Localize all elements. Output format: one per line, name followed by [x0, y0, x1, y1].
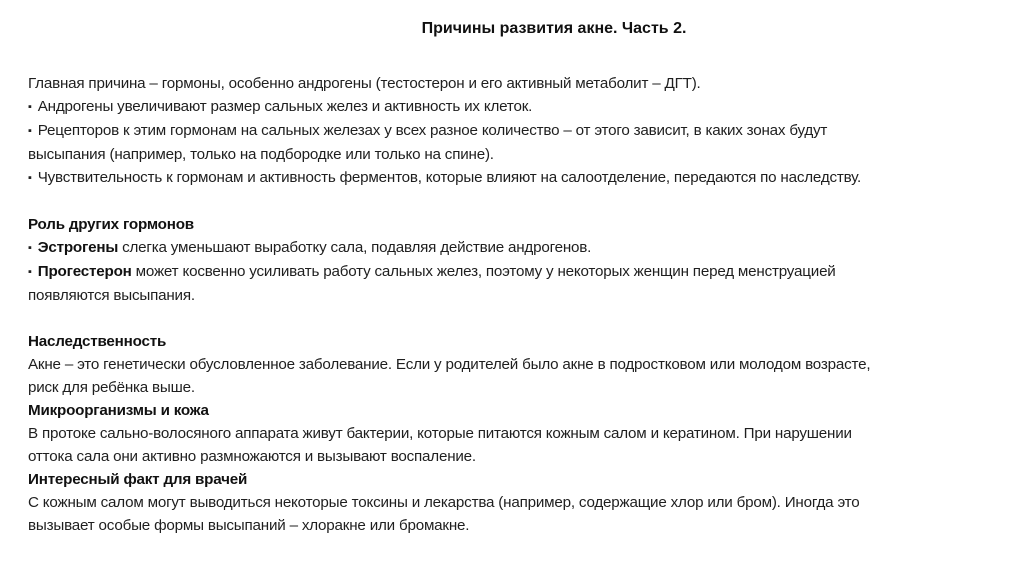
term-estrogens: Эстрогены [37, 239, 119, 256]
bullet-square-icon: ▪ [28, 266, 32, 278]
paragraph-line: С кожным салом могут выводиться некоторые токсины и лекарства (например, содержащие хлор или бром). Иногда это [28, 494, 860, 511]
page-title: Причины развития акне. Часть 2. [421, 20, 687, 37]
list-item: ▪ Прогестерон может косвенно усиливать работу сальных желез, поэтому у некоторых женщин перед менструацией [28, 263, 836, 280]
bullet-square-icon: ▪ [28, 101, 32, 113]
section-heading-heredity: Наследственность [28, 333, 167, 350]
paragraph-line: В протоке сально-волосяного аппарата живут бактерии, которые питаются кожным салом и кератином. При нарушении [28, 425, 852, 442]
bullet-square-icon: ▪ [28, 125, 32, 137]
spacer [28, 190, 1018, 213]
term-progesterone: Прогестерон [37, 263, 132, 280]
section-heading-other-hormones: Роль других гормонов [28, 216, 194, 233]
list-item: ▪ Эстрогены слегка уменьшают выработку сала, подавляя действие андрогенов. [28, 239, 592, 256]
paragraph-line: Акне – это генетически обусловленное заболевание. Если у родителей было акне в подростковом или молодом возрасте, [28, 356, 871, 373]
list-item: ▪ Рецепторов к этим гормонам на сальных железах у всех разное количество – от этого зависит, в каких зонах будут [28, 122, 828, 139]
list-item-continuation: появляются высыпания. [28, 287, 195, 304]
paragraph-line: оттока сала они активно размножаются и вызывают воспаление. [28, 448, 476, 465]
slide-content [28, 72, 1018, 537]
list-item: ▪ Чувствительность к гормонам и активность ферментов, которые влияют на салоотделение, передаются по наследству. [28, 169, 862, 186]
list-item: ▪ Андрогены увеличивают размер сальных желез и активность их клеток. [28, 98, 533, 115]
hormones-intro: Главная причина – гормоны, особенно андрогены (тестостерон и его активный метаболит – ДГТ). [28, 75, 701, 92]
bullet-square-icon: ▪ [28, 172, 32, 184]
section-heading-interesting-fact: Интересный факт для врачей [28, 471, 248, 488]
list-item-continuation: высыпания (например, только на подбородке или только на спине). [28, 146, 494, 163]
bullet-square-icon: ▪ [28, 242, 32, 254]
paragraph-line: вызывает особые формы высыпаний – хлоракне или бромакне. [28, 517, 470, 534]
paragraph-line: риск для ребёнка выше. [28, 379, 195, 396]
spacer [28, 307, 1018, 330]
section-heading-microorganisms: Микроорганизмы и кожа [28, 402, 209, 419]
